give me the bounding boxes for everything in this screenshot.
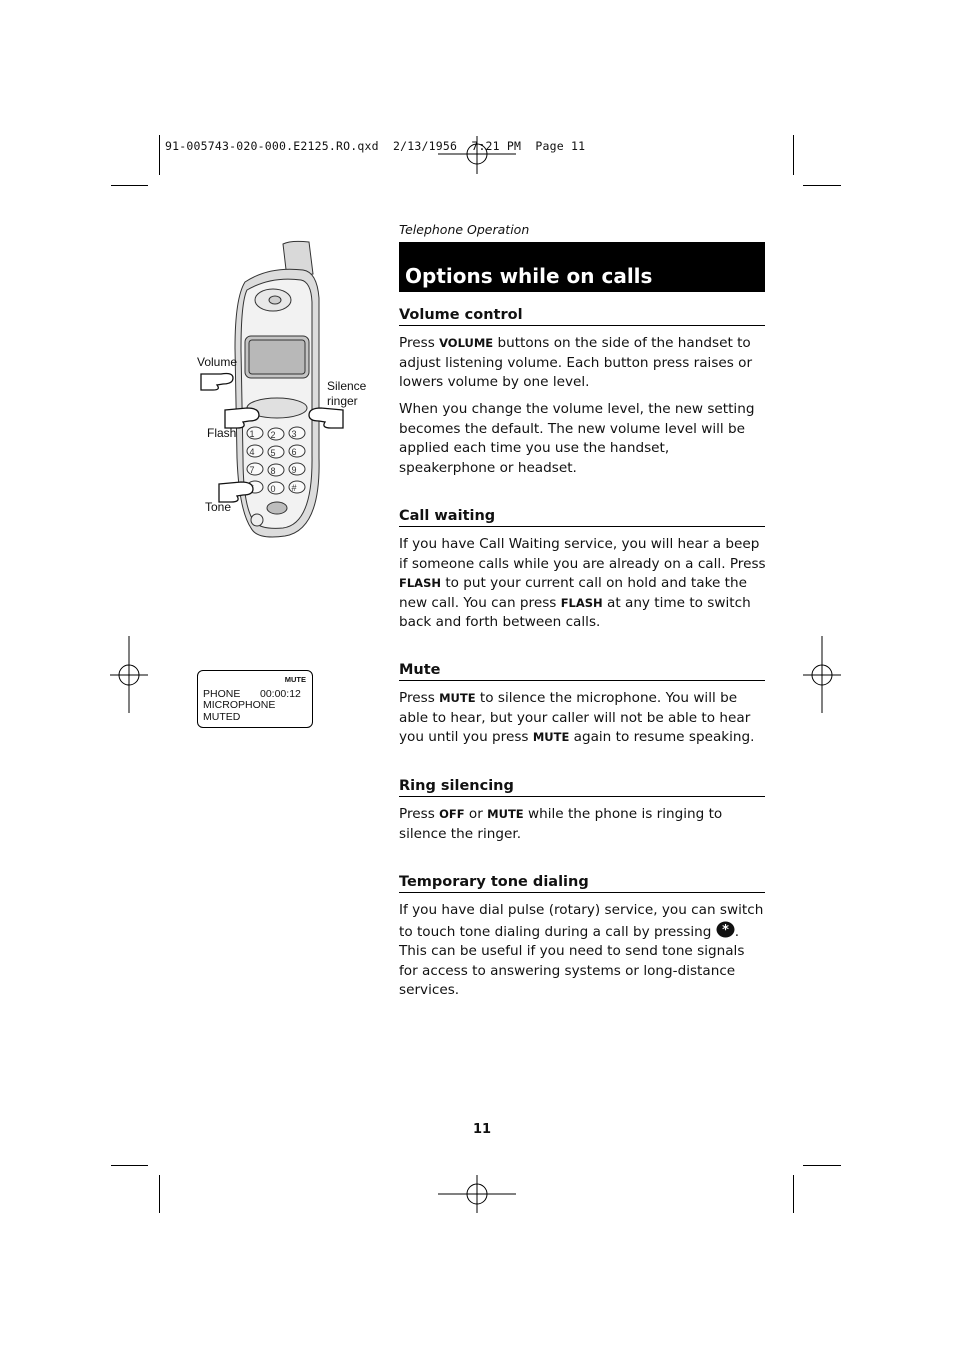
lcd-mute-indicator: MUTE bbox=[284, 675, 306, 684]
lcd-line1-right: 00:00:12 bbox=[260, 688, 301, 700]
callout-silence-ringer-1: Silence bbox=[327, 379, 367, 393]
section-label: Telephone Operation bbox=[399, 222, 530, 237]
callout-silence-ringer-2: ringer bbox=[327, 394, 358, 408]
heading-mute: Mute bbox=[399, 662, 765, 681]
callout-volume: Volume bbox=[197, 355, 238, 369]
callout-tone: Tone bbox=[205, 500, 232, 514]
svg-text:3: 3 bbox=[291, 429, 297, 439]
lcd-display bbox=[197, 670, 313, 728]
page-title: Options while on calls bbox=[405, 264, 653, 288]
paragraph-tone-dialing: If you have dial pulse (rotary) service, you can switch to touch tone dialing during a call by pressing * . This can be useful if you need to send tone signals for access to answering systems or long-distance services. bbox=[399, 902, 764, 998]
svg-text:9: 9 bbox=[291, 465, 297, 475]
svg-text:7: 7 bbox=[249, 465, 255, 475]
key-off: OFF bbox=[439, 807, 465, 821]
callout-flash: Flash bbox=[207, 426, 237, 440]
key-mute: MUTE bbox=[532, 730, 570, 744]
key-volume: VOLUME bbox=[439, 336, 494, 350]
lcd-line1-left: PHONE bbox=[203, 688, 241, 700]
heading-call-waiting: Call waiting bbox=[399, 508, 765, 527]
star-key-icon bbox=[716, 921, 735, 938]
title-bar bbox=[399, 242, 765, 292]
paragraph-call-waiting: If you have Call Waiting service, you will hear a beep if someone calls while you are already on a call. Press FLASH to put your current call on hold and take the new call. You can press FLASH at any time to switch back and forth between calls. bbox=[399, 536, 766, 630]
page-number: 11 bbox=[473, 1122, 492, 1137]
heading-volume-control: Volume control bbox=[399, 307, 765, 326]
svg-text:5: 5 bbox=[270, 448, 276, 458]
svg-text:*: * bbox=[721, 922, 729, 938]
svg-text:2: 2 bbox=[270, 430, 276, 440]
key-mute: MUTE bbox=[439, 691, 476, 705]
key-mute: MUTE bbox=[487, 807, 524, 821]
svg-text:#: # bbox=[291, 483, 297, 493]
svg-text:4: 4 bbox=[249, 447, 255, 457]
paragraph-mute: Press MUTE to silence the microphone. You will be able to hear, but your caller will not be able to hear you until you press MUTE again to resume speaking. bbox=[399, 690, 755, 745]
key-flash: FLASH bbox=[560, 595, 603, 610]
svg-text:1: 1 bbox=[249, 429, 255, 439]
svg-text:0: 0 bbox=[270, 484, 276, 494]
file-info-line: 91-005743-020-000.E2125.RO.qxd 2/13/1956 7:21 PM Page 11 bbox=[165, 139, 586, 153]
paragraph-volume-2: When you change the volume level, the new setting becomes the default. The new volume level will be applied each time you use the handset, speakerphone or headset. bbox=[399, 401, 755, 476]
paragraph-volume-1: Press VOLUME buttons on the side of the handset to adjust listening volume. Each button press raises or lowers volume by one level. bbox=[399, 335, 753, 390]
paragraph-ring-silencing: Press OFF or MUTE while the phone is ringing to silence the ringer. bbox=[399, 806, 723, 842]
key-flash: FLASH bbox=[399, 576, 441, 590]
heading-temporary-tone-dialing: Temporary tone dialing bbox=[399, 874, 765, 893]
lcd-line2: MICROPHONE MUTED bbox=[203, 699, 276, 723]
svg-text:8: 8 bbox=[270, 466, 276, 476]
svg-text:6: 6 bbox=[291, 447, 297, 457]
heading-ring-silencing: Ring silencing bbox=[399, 778, 765, 797]
